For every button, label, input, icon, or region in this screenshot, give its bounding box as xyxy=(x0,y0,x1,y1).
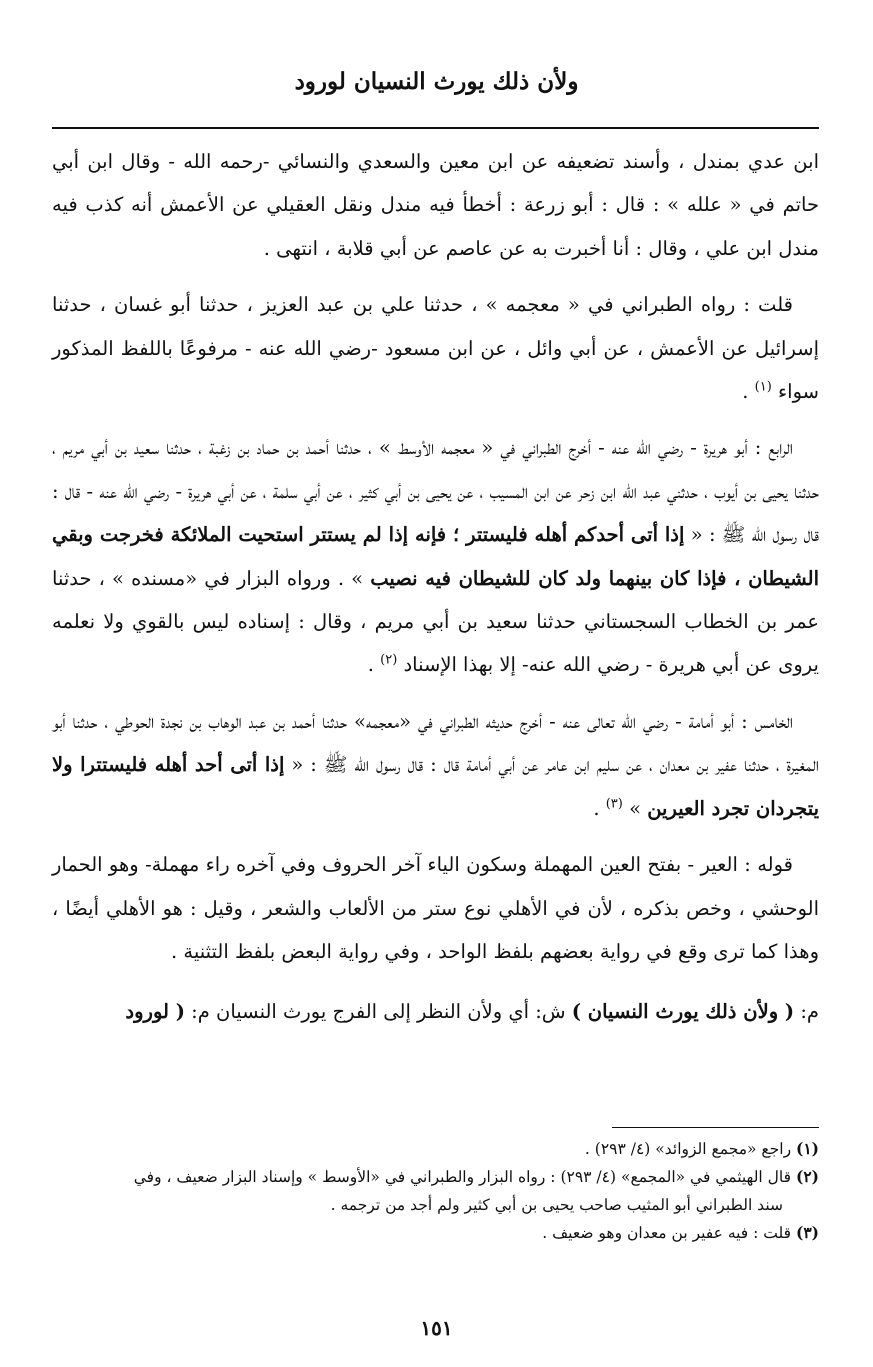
footnote-2-text: قال الهيثمي في «المجمع» (٤/ ٢٩٣) : رواه البزار والطبراني في «الأوسط » وإسناد البزار ضعيف ، وفي xyxy=(133,1168,796,1186)
footnote-3-number: (٣) xyxy=(795,1223,819,1242)
hadith-text-1: إذا أتى أحدكم أهله فليستتر ؛ فإنه إذا لم يستتر استحيت الملائكة فخرجت وبقي الشيطان ، فإذا كان بينهما ولد كان للشيطان فيه نصيب xyxy=(52,523,820,590)
footnote-3 xyxy=(52,1219,819,1247)
sharh-text: ش: أي ولأن النظر إلى الفرج يورث النسيان م: xyxy=(184,1000,572,1024)
footnote-2-number: (٢) xyxy=(795,1167,819,1186)
footnote-3-text: قلت : فيه عفير بن معدان وهو ضعيف . xyxy=(542,1224,796,1242)
hadith-text-2: إذا أتى أحد أهله فليستترا ولا يتجردان تجرد العيرين xyxy=(52,753,819,820)
paragraph-3 xyxy=(52,426,819,686)
paragraph-5 xyxy=(52,843,819,973)
paragraph-1-text: ابن عدي بمندل ، وأسند تضعيفه عن ابن معين والسعدي والنسائي -رحمه الله - وقال ابن أبي حاتم في « علله » : قال : أبو زرعة : أخطأ فيه مندل ونقل العقيلي عن الأعمش أنه كذب فيه مندل ابن علي ، وقال : أنا أخبرت به عن عاصم عن أبي قلابة ، انتهى . xyxy=(52,150,819,260)
paragraph-3-text-a: الرابع : أبو هريرة - رضي الله عنه - أخرج الطبراني في « معجمه الأوسط » ، حدثنا أحمد بن حماد بن زغبة ، حدثنا سعيد بن أبي مريم ، حدثنا يحيى بن أيوب ، حدثني عبد الله ابن زحر عن ابن المسيب ، عن يحيى بن أبي كثير ، عن أبي سلمة ، عن أبي هريرة - رضي الله عنه - قال : قال رسول الله ﷺ : « xyxy=(52,436,820,547)
header-rule xyxy=(52,127,819,129)
paragraph-4-text-a: الخامس : أبو أمامة - رضي الله تعالى عنه - أخرج حديثه الطبراني في «معجمه» حدثنا أحمد بن عبد الوهاب بن نجدة الحوطي ، حدثنا أبو المغيرة ، حدثنا عفير بن معدان ، عن سليم ابن عامر عن أبي أمامة قال : قال رسول الله ﷺ : « xyxy=(52,709,819,777)
paragraph-1 xyxy=(52,140,819,270)
paragraph-4-end: . xyxy=(593,796,606,820)
footnote-ref-3[interactable]: (٣) xyxy=(605,796,623,812)
footnote-ref-1[interactable]: (١) xyxy=(754,379,772,395)
page-number: ١٥١ xyxy=(420,1316,453,1340)
footnote-1 xyxy=(52,1135,819,1163)
paragraph-3-end: . xyxy=(367,653,381,677)
matn-quote-2: ( لورود xyxy=(125,1000,185,1024)
footnote-1-number: (١) xyxy=(795,1139,819,1158)
footnote-2-continuation: سند الطبراني أبو المثيب صاحب يحيى بن أبي كثير ولم أجد من ترجمه . xyxy=(330,1196,783,1214)
running-head: ولأن ذلك يورث النسيان لورود xyxy=(294,68,579,95)
paragraph-2-text: قلت : رواه الطبراني في « معجمه » ، حدثنا علي بن عبد العزيز ، حدثنا أبو غسان ، حدثنا إسرائيل عن الأعمش ، عن أبي وائل ، عن ابن مسعود -رضي الله عنه - مرفوعًا باللفظ المذكور سواء xyxy=(52,293,819,404)
footnote-ref-2[interactable]: (٢) xyxy=(380,652,398,668)
paragraph-6 xyxy=(52,990,819,1033)
matn-marker: م: xyxy=(794,1000,819,1024)
main-text xyxy=(52,140,819,1047)
footnotes xyxy=(52,1135,819,1247)
paragraph-4-text-b: » xyxy=(629,796,648,820)
paragraph-5-text: قوله : العير - بفتح العين المهملة وسكون الياء آخر الحروف وفي آخره راء مهملة- وهو الحمار الوحشي ، وخص بذكره ، لأن في الأهلي نوع ستر من الألعاب والشعر ، وقيل : هو الأهلي أيضًا ، وهذا كما ترى وقع في رواية بعضهم بلفظ الواحد ، وفي رواية البعض بلفظ التثنية . xyxy=(52,853,819,963)
footnote-rule xyxy=(612,1127,819,1128)
paragraph-2 xyxy=(52,283,819,413)
matn-quote-1: ( ولأن ذلك يورث النسيان ) xyxy=(571,1000,795,1024)
footnote-1-text: راجع «مجمع الزوائد» (٤/ ٢٩٣) . xyxy=(584,1140,796,1158)
paragraph-3-text-b: » . ورواه البزار في «مسنده » ، حدثنا عمر بن الخطاب السجستاني حدثنا سعيد بن أبي مريم ، وقال : إسناده ليس بالقوي ولا نعلمه يروى عن أبي هريرة - رضي الله عنه- إلا بهذا الإسناد xyxy=(52,566,819,677)
paragraph-2-end: . xyxy=(742,380,755,404)
footnote-2 xyxy=(52,1163,819,1219)
paragraph-4 xyxy=(52,700,819,830)
